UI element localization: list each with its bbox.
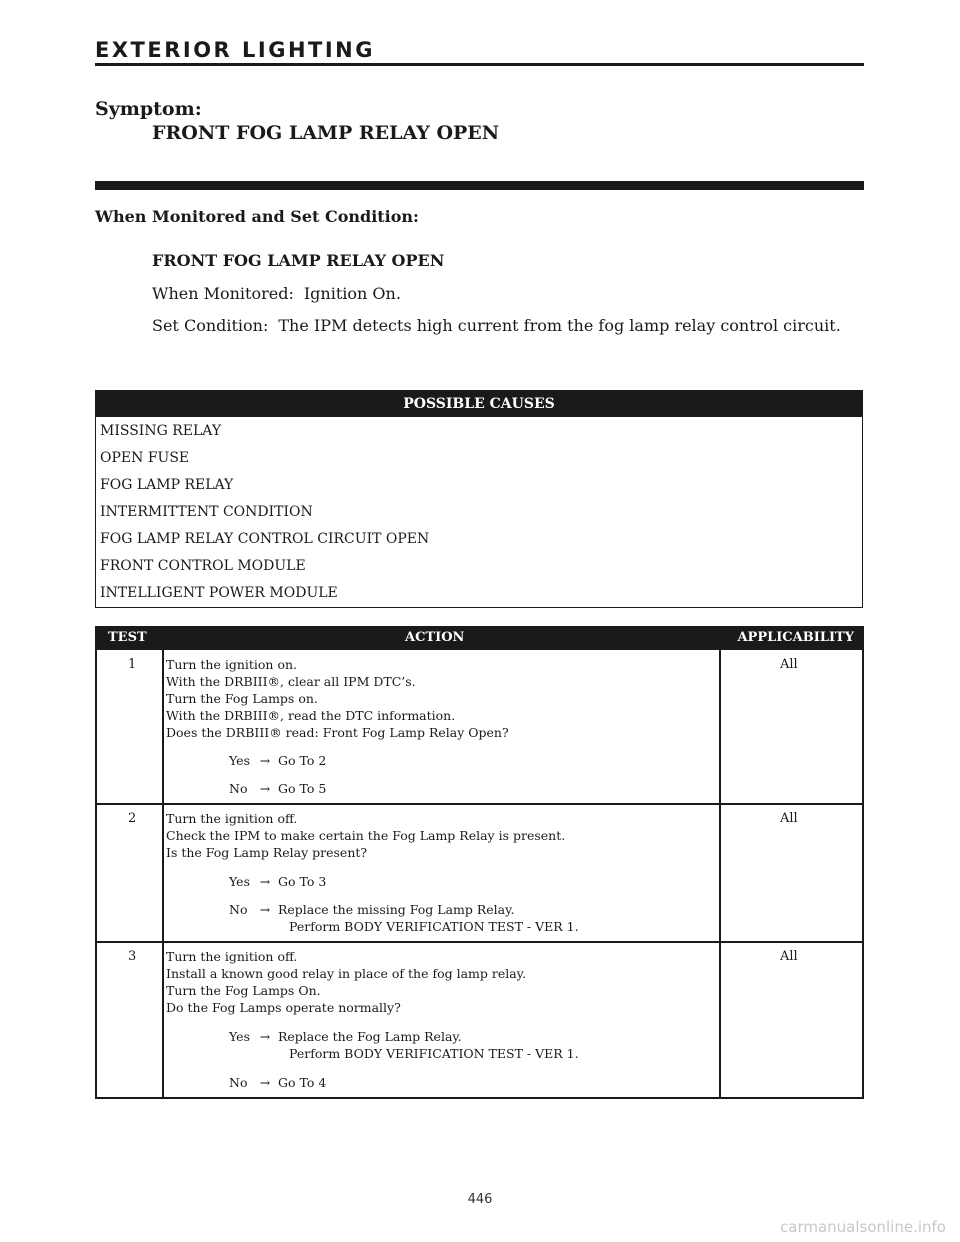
arrow-icon: →: [259, 1029, 271, 1044]
yes-branch: [229, 1028, 462, 1045]
no-branch: [229, 780, 326, 797]
test-number: 3: [128, 949, 137, 964]
monitored-title: FRONT FOG LAMP RELAY OPEN: [152, 251, 445, 270]
symptom-title: FRONT FOG LAMP RELAY OPEN: [152, 122, 500, 144]
yes-label: Yes: [229, 753, 250, 768]
possible-causes-box: [95, 390, 863, 608]
test-step: Turn the Fog Lamps on.: [166, 691, 318, 706]
test-step: Is the Fog Lamp Relay present?: [166, 845, 368, 860]
cause-item: FOG LAMP RELAY: [100, 477, 234, 493]
when-monitored-value: Ignition On.: [303, 284, 401, 303]
row-divider: [95, 941, 864, 943]
test-step: Turn the ignition on.: [166, 657, 297, 672]
yes-result: Replace the Fog Lamp Relay.: [278, 1029, 462, 1044]
yes-result: Go To 2: [278, 753, 327, 768]
no-result: Go To 4: [278, 1075, 327, 1090]
test-number: 1: [128, 657, 137, 672]
arrow-icon: →: [259, 781, 271, 796]
column-divider: [719, 650, 721, 1098]
yes-branch: [229, 752, 326, 769]
table-border-left: [95, 650, 97, 1098]
header-action: ACTION: [405, 630, 465, 645]
test-number: 2: [128, 811, 137, 826]
test-applicability: All: [780, 811, 798, 826]
cause-item: OPEN FUSE: [100, 450, 190, 466]
header-rule: [95, 63, 864, 66]
when-monitored-line: [152, 284, 401, 303]
when-monitored-label: When Monitored:: [152, 284, 294, 303]
cause-item: INTELLIGENT POWER MODULE: [100, 585, 338, 601]
no-label: No: [229, 1075, 248, 1090]
test-step: Install a known good relay in place of the fog lamp relay.: [166, 966, 527, 981]
section-header: EXTERIOR LIGHTING: [95, 38, 375, 62]
set-condition-line: [152, 316, 841, 335]
cause-item: MISSING RELAY: [100, 423, 222, 439]
tests-table-header: [95, 626, 864, 650]
row-divider: [95, 803, 864, 805]
header-applicability: APPLICABILITY: [737, 630, 854, 645]
no-label: No: [229, 781, 248, 796]
test-step: Turn the ignition off.: [166, 811, 298, 826]
set-condition-value: The IPM detects high current from the fog lamp relay control circuit.: [278, 316, 841, 335]
yes-branch: [229, 873, 326, 890]
cause-item: INTERMITTENT CONDITION: [100, 504, 313, 520]
yes-result: Go To 3: [278, 874, 327, 889]
test-step: With the DRBIII®, clear all IPM DTC’s.: [166, 674, 416, 689]
monitored-heading: When Monitored and Set Condition:: [95, 207, 419, 226]
symptom-divider: [95, 181, 864, 190]
symptom-label: Symptom:: [95, 98, 202, 120]
no-result-continued: Perform BODY VERIFICATION TEST - VER 1.: [289, 919, 579, 934]
no-result: Replace the missing Fog Lamp Relay.: [278, 902, 515, 917]
page-number: 446: [467, 1192, 493, 1207]
no-branch: [229, 901, 515, 918]
cause-item: FOG LAMP RELAY CONTROL CIRCUIT OPEN: [100, 531, 430, 547]
test-step: Does the DRBIII® read: Front Fog Lamp Relay Open?: [166, 725, 509, 740]
test-applicability: All: [780, 657, 798, 672]
yes-result-continued: Perform BODY VERIFICATION TEST - VER 1.: [289, 1046, 579, 1061]
yes-label: Yes: [229, 1029, 250, 1044]
test-applicability: All: [780, 949, 798, 964]
watermark: carmanualsonline.info: [780, 1218, 946, 1236]
test-step: With the DRBIII®, read the DTC information.: [166, 708, 456, 723]
arrow-icon: →: [259, 874, 271, 889]
no-result: Go To 5: [278, 781, 327, 796]
yes-label: Yes: [229, 874, 250, 889]
table-border-bottom: [95, 1097, 864, 1099]
column-divider: [162, 650, 164, 1098]
possible-causes-header: POSSIBLE CAUSES: [96, 391, 862, 417]
table-border-right: [862, 650, 864, 1098]
test-step: Turn the ignition off.: [166, 949, 298, 964]
no-label: No: [229, 902, 248, 917]
header-test: TEST: [108, 630, 147, 645]
test-step: Check the IPM to make certain the Fog Lamp Relay is present.: [166, 828, 566, 843]
test-step: Turn the Fog Lamps On.: [166, 983, 321, 998]
set-condition-label: Set Condition:: [152, 316, 269, 335]
cause-item: FRONT CONTROL MODULE: [100, 558, 306, 574]
arrow-icon: →: [259, 902, 271, 917]
test-step: Do the Fog Lamps operate normally?: [166, 1000, 401, 1015]
arrow-icon: →: [259, 753, 271, 768]
no-branch: [229, 1074, 326, 1091]
arrow-icon: →: [259, 1075, 271, 1090]
